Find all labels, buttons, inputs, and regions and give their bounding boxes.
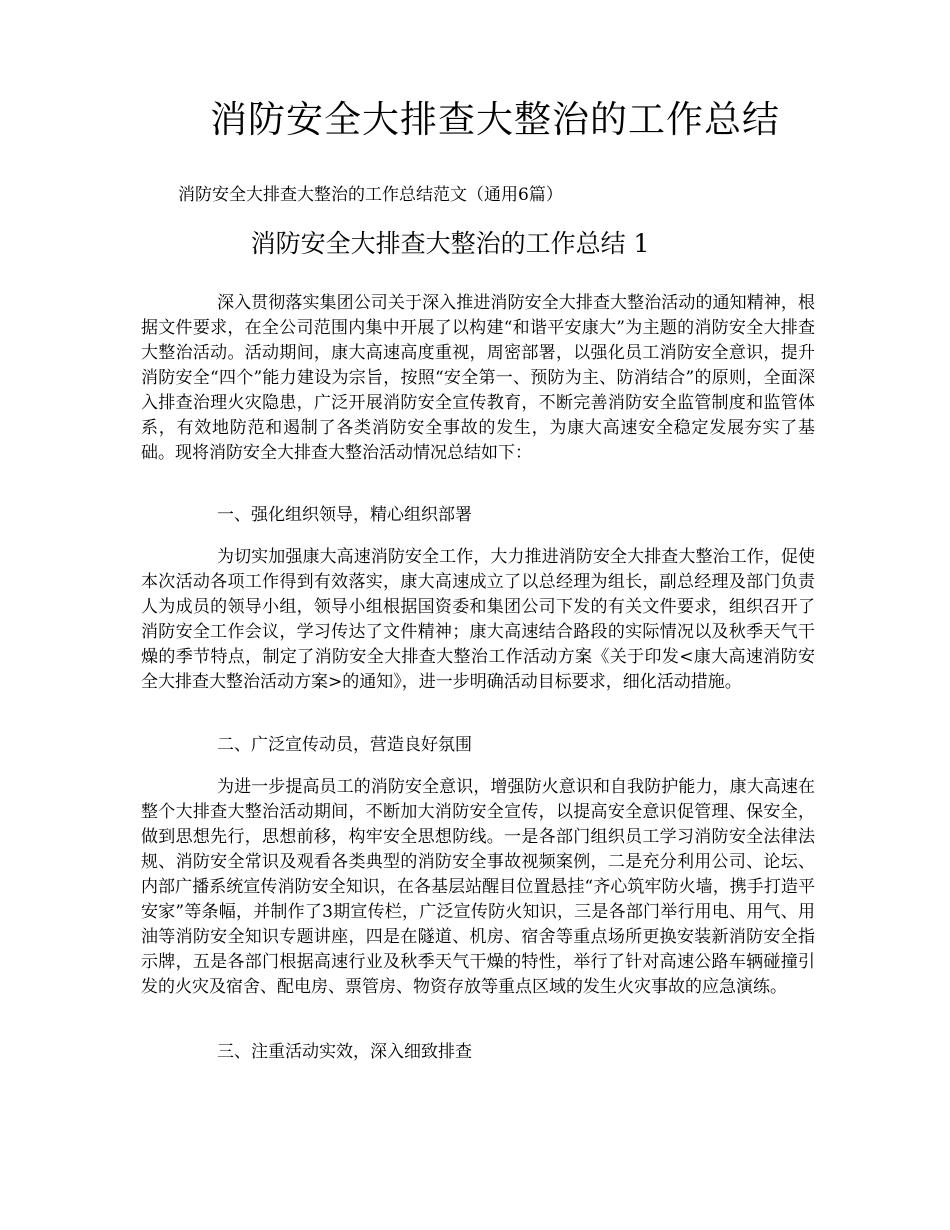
paragraph-intro: 深入贯彻落实集团公司关于深入推进消防安全大排查大整治活动的通知精神，根据文件要求，在全公司范围内集中开展了以构建“和谐平安康大”为主题的消防安全大排查大整治活动。活动期间，康大高速高度重视，周密部署，以强化员工消防安全意识，提升消防安全“四个”能力建设为宗旨，按照“安全第一、预防为主、防消结合”的原则，全面深入排查治理火灾隐患，广泛开展消防安全宣传教育，不断完善消防安全监管制度和监管体系，有效地防范和遏制了各类消防安全事故的发生，为康大高速安全稳定发展夯实了基础。现将消防安全大排查大整治活动情况总结如下： (141, 293, 815, 463)
paragraph-publicity: 为进一步提高员工的消防安全意识，增强防火意识和自我防护能力，康大高速在整个大排查大整治活动期间，不断加大消防安全宣传，以提高安全意识促管理、保安全，做到思想先行，思想前移，构牢安全思想防线。一是各部门组织员工学习消防安全法律法规、消防安全常识及观看各类典型的消防安全事故视频案例，二是充分利用公司、论坛、内部广播系统宣传消防安全知识，在各基层站醒目位置悬挂“齐心筑牢防火墙，携手打造平安家”等条幅，并制作了3期宣传栏，广泛宣传防火知识，三是各部门举行用电、用气、用油等消防安全知识专题讲座，四是在隧道、机房、宿舍等重点场所更换安装新消防安全指示牌，五是各部门根据高速行业及秋季天气干燥的特性，举行了针对高速公路车辆碰撞引发的火灾及宿舍、配电房、票管房、物资存放等重点区域的发生火灾事故的应急演练。 (141, 777, 815, 997)
section-title: 消防安全大排查大整治的工作总结 1 (250, 229, 650, 258)
document-subtitle: 消防安全大排查大整治的工作总结范文（通用6篇） (178, 185, 563, 205)
heading-inspection: 三、注重活动实效，深入细致排查 (217, 1042, 472, 1062)
heading-publicity: 二、广泛宣传动员，营造良好氛围 (217, 735, 472, 755)
paragraph-organization: 为切实加强康大高速消防安全工作，大力推进消防安全大排查大整治工作，促使本次活动各项工作得到有效落实，康大高速成立了以总经理为组长，副总经理及部门负责人为成员的领导小组，领导小组根据国资委和集团公司下发的有关文件要求，组织召开了消防安全工作会议，学习传达了文件精神；康大高速结合路段的实际情况以及秋季天气干燥的季节特点，制定了消防安全大排查大整治工作活动方案《关于印发<康大高速消防安全大排查大整治活动方案>的通知》，进一步明确活动目标要求，细化活动措施。 (141, 547, 815, 692)
heading-organization: 一、强化组织领导，精心组织部署 (217, 505, 472, 525)
document-title: 消防安全大排查大整治的工作总结 (210, 98, 780, 141)
